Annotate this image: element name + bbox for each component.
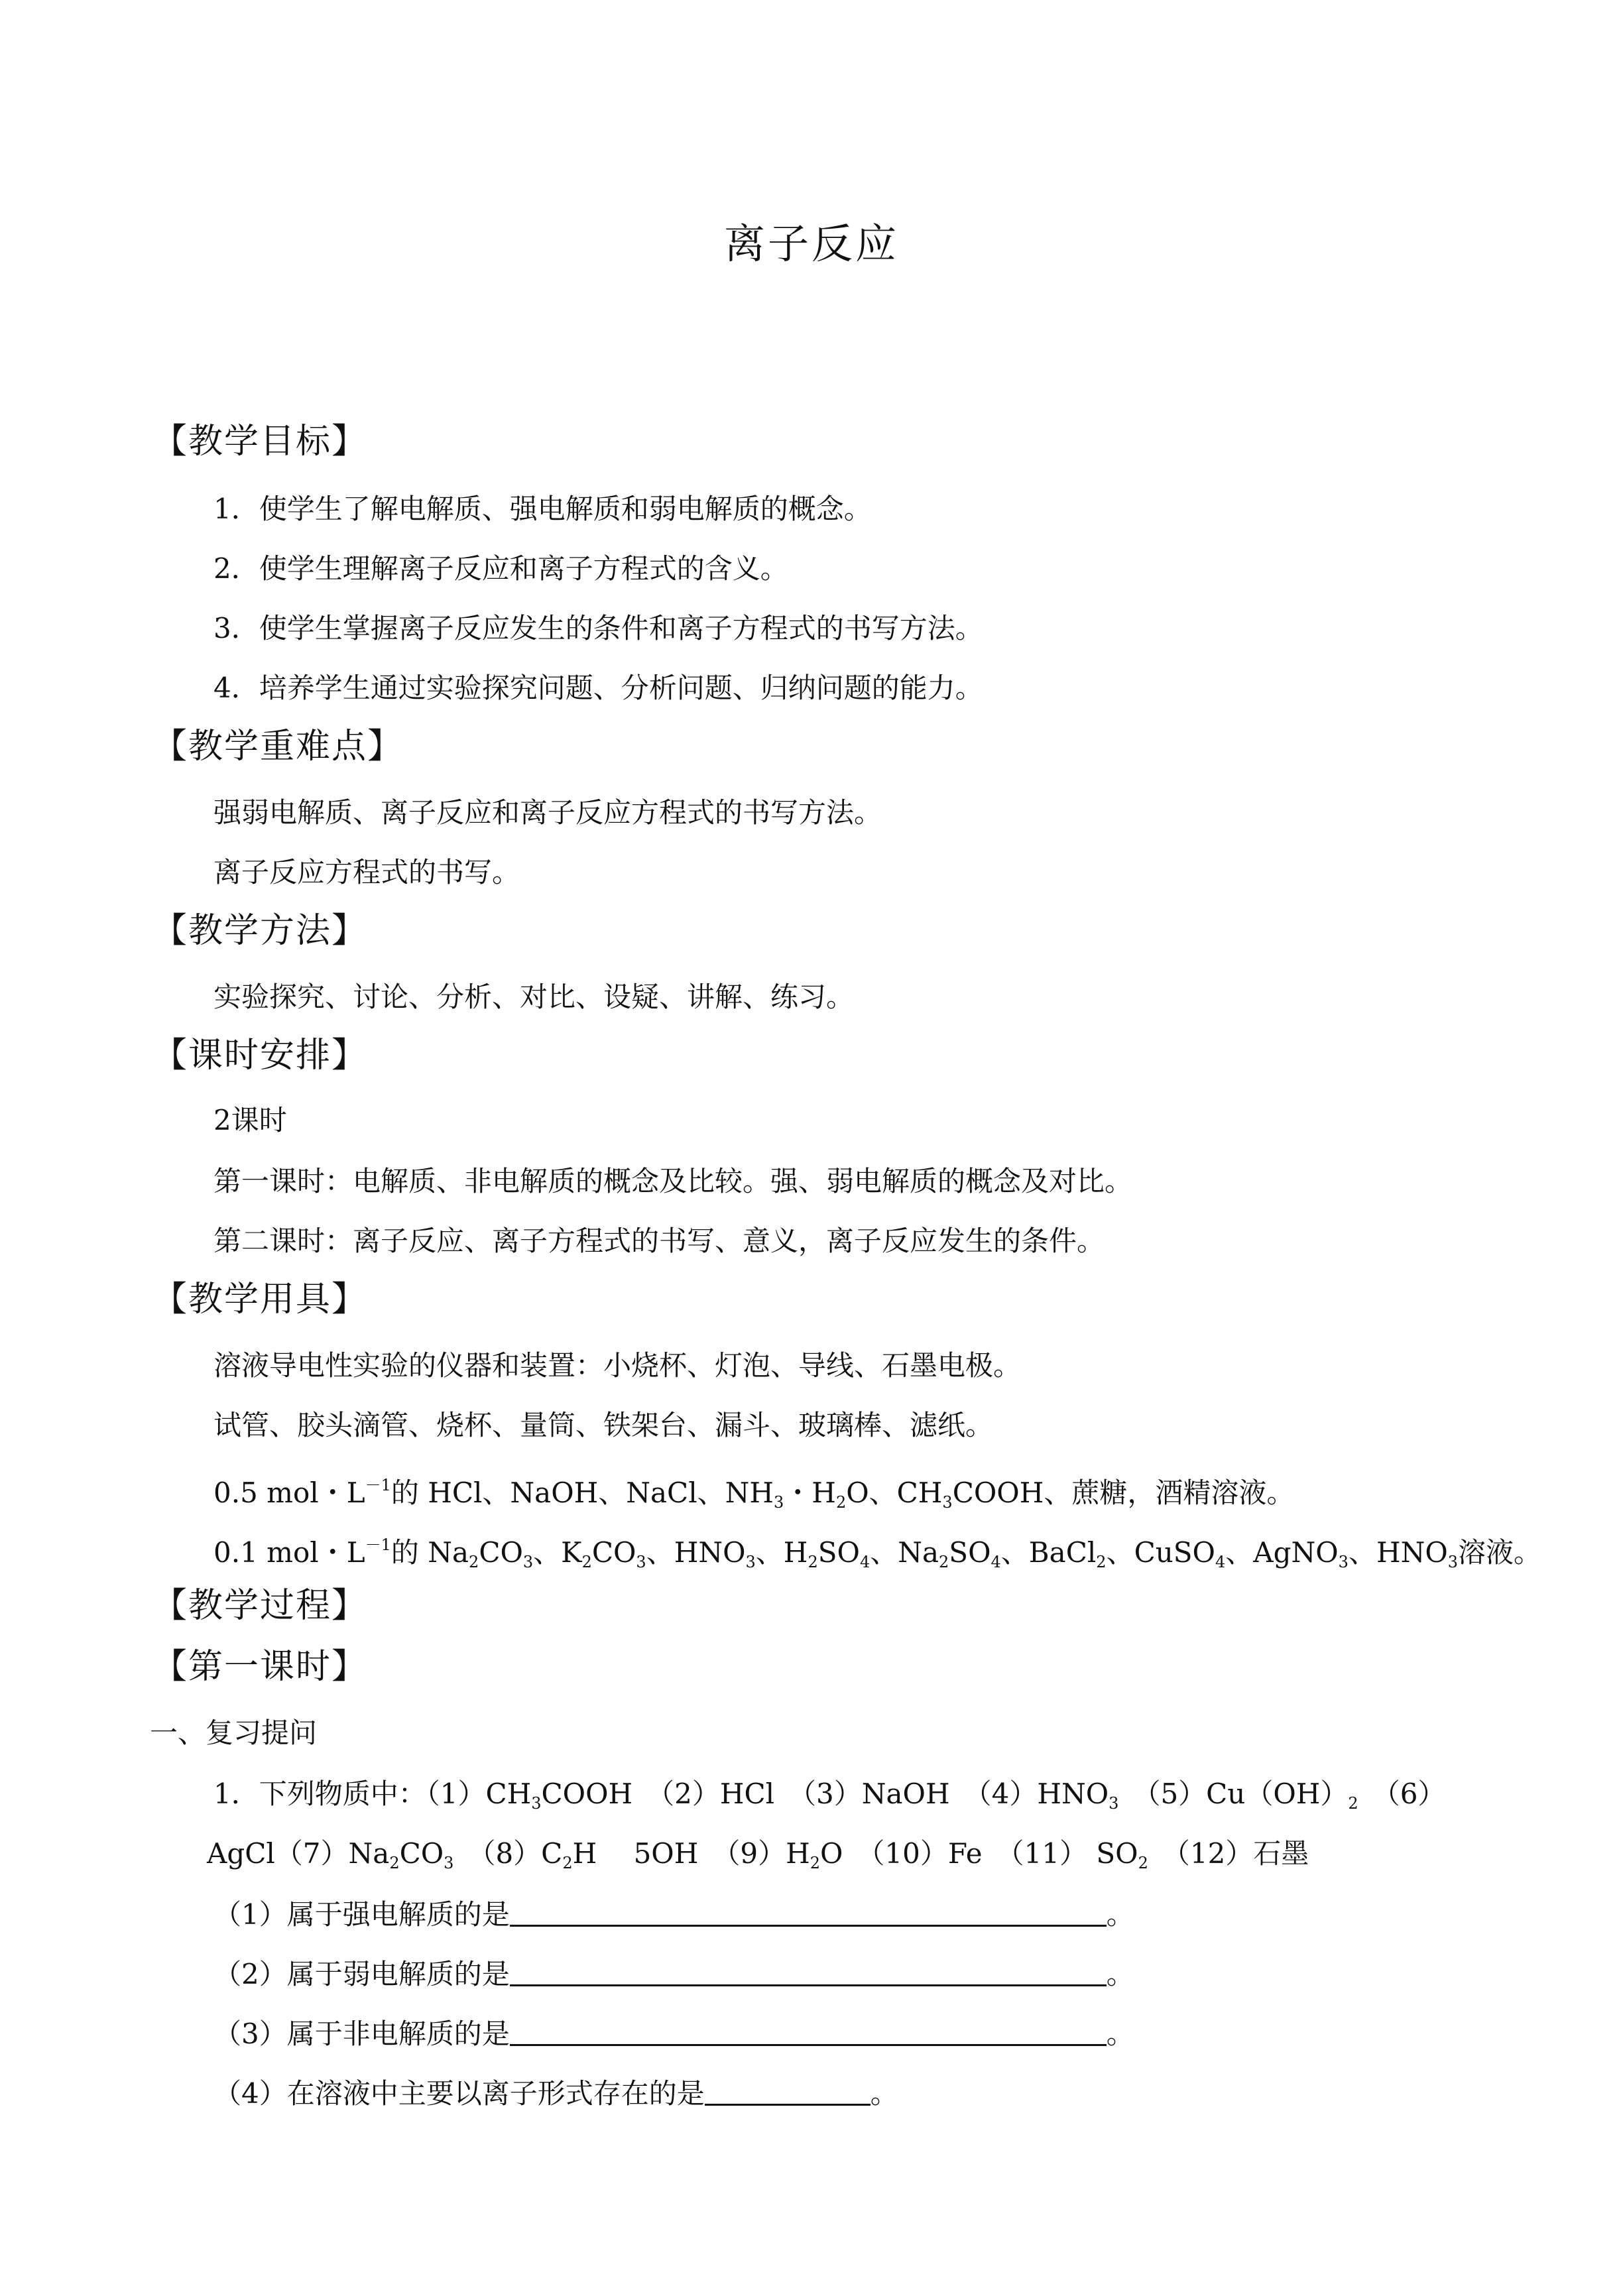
tools-line-1: 溶液导电性实验的仪器和装置：小烧杯、灯泡、导线、石墨电极。 [213,1349,1022,1382]
heading-lesson-1: 【第一课时】 [152,1647,368,1687]
document-title: 离子反应 [723,219,899,268]
heading-process: 【教学过程】 [152,1586,368,1626]
objective-3: 3．使学生掌握离子反应发生的条件和离子方程式的书写方法。 [213,612,983,644]
question-1-line-2: $AgCl(7)Na_2CO_3$ $(8)C_2H$ 5OH $(9)H_2O$ （10）Fe （11） $SO_2$ （12）石墨 [207,1837,1309,1872]
objective-1: 1．使学生了解电解质、强电解质和弱电解质的概念。 [213,493,872,525]
heading-schedule: 【课时安排】 [152,1036,368,1075]
objective-2: 2．使学生理解离子反应和离子方程式的含义。 [213,552,788,585]
section-review: 一、复习提问 [150,1717,318,1749]
methods-text: 实验探究、讨论、分析、对比、设疑、讲解、练习。 [213,981,855,1013]
blank-row-strong-electrolyte: （1）属于强电解质的是 。 [213,1895,1134,1935]
answer-blank[interactable] [510,1955,1107,1986]
heading-tools: 【教学用具】 [152,1280,368,1319]
tools-line-3: 0.5 mol・$L^{-1}$的 HCl、NaOH、NaCl、$NH_3$・$H_2O$、$CH_3COOH$、蔗糖，酒精溶液。 [213,1476,1295,1512]
blank-row-weak-electrolyte: （2）属于弱电解质的是 。 [213,1955,1134,1994]
heading-key-points: 【教学重难点】 [152,727,404,766]
answer-blank[interactable] [510,2015,1107,2046]
answer-blank[interactable] [510,1896,1107,1927]
blank-row-non-electrolyte: （3）属于非电解质的是 。 [213,2014,1134,2054]
key-point-1: 强弱电解质、离子反应和离子反应方程式的书写方法。 [213,796,882,829]
tools-line-2: 试管、胶头滴管、烧杯、量筒、铁架台、漏斗、玻璃棒、滤纸。 [213,1409,994,1441]
tools-line-4: 0.1 mol・$L^{-1}$的 $Na_2CO_3$、$K_2CO_3$、$HNO_3$、$H_2SO_4$、$Na_2SO_4$、BaCl$_2$、CuSO$_4$、AgNO$_3$、$HNO_3$溶液。 [213,1536,1542,1571]
key-point-2: 离子反应方程式的书写。 [213,856,520,888]
heading-objectives: 【教学目标】 [152,422,368,461]
answer-blank[interactable] [705,2075,871,2106]
objective-4: 4．培养学生通过实验探究问题、分析问题、归纳问题的能力。 [213,672,983,704]
schedule-count: 2课时 [213,1104,287,1136]
question-1-line-1: 1．下列物质中：$(1)CH_3COOH$ （2）HCl （3）NaOH $(4)HNO_3$ $(5)Cu(OH)_2$ （6） [213,1778,1446,1813]
schedule-lesson-1: 第一课时：电解质、非电解质的概念及比较。强、弱电解质的概念及对比。 [213,1165,1133,1197]
heading-methods: 【教学方法】 [152,911,368,951]
schedule-lesson-2: 第二课时：离子反应、离子方程式的书写、意义，离子反应发生的条件。 [213,1225,1105,1257]
blank-row-ionic-form: （4）在溶液中主要以离子形式存在的是 。 [213,2074,898,2114]
